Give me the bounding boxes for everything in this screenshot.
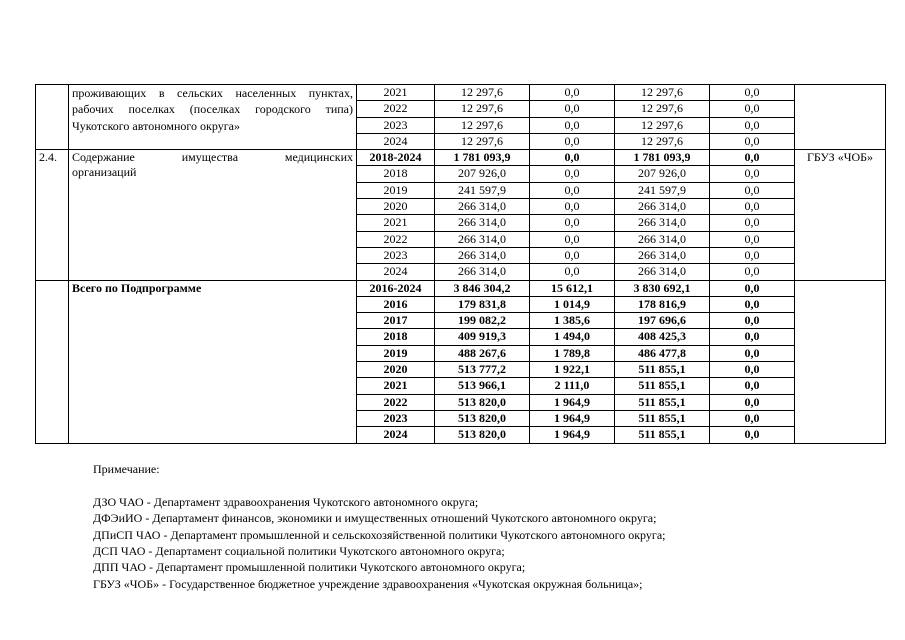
value-cell: 1 964,9 [530, 427, 615, 443]
year-cell: 2024 [357, 264, 435, 280]
value-cell: 0,0 [710, 313, 795, 329]
value-cell: 266 314,0 [615, 264, 710, 280]
description-line: организаций [72, 165, 137, 180]
table-row [36, 150, 886, 166]
total-cell: 12 297,6 [435, 101, 530, 117]
value-cell: 0,0 [530, 231, 615, 247]
row-number-cell [36, 280, 69, 443]
value-cell: 15 612,1 [530, 280, 615, 296]
value-cell: 0,0 [710, 199, 795, 215]
value-cell: 0,0 [710, 215, 795, 231]
year-cell: 2022 [357, 101, 435, 117]
value-cell: 0,0 [530, 264, 615, 280]
executor-cell [795, 85, 886, 150]
value-cell: 511 855,1 [615, 427, 710, 443]
value-cell: 266 314,0 [615, 231, 710, 247]
total-cell: 3 846 304,2 [435, 280, 530, 296]
value-cell: 0,0 [530, 85, 615, 101]
value-cell: 266 314,0 [615, 199, 710, 215]
year-cell: 2022 [357, 231, 435, 247]
description-cell [69, 85, 357, 150]
year-cell: 2018-2024 [357, 150, 435, 166]
total-cell: 513 820,0 [435, 410, 530, 426]
value-cell: 1 781 093,9 [615, 150, 710, 166]
value-cell: 0,0 [530, 247, 615, 263]
year-cell: 2020 [357, 199, 435, 215]
value-cell: 1 494,0 [530, 329, 615, 345]
total-cell: 207 926,0 [435, 166, 530, 182]
value-cell: 0,0 [710, 410, 795, 426]
total-cell: 513 966,1 [435, 378, 530, 394]
total-cell: 12 297,6 [435, 133, 530, 149]
value-cell: 241 597,9 [615, 182, 710, 198]
total-cell: 199 082,2 [435, 313, 530, 329]
value-cell: 12 297,6 [615, 133, 710, 149]
total-cell: 266 314,0 [435, 215, 530, 231]
value-cell: 0,0 [530, 101, 615, 117]
value-cell: 511 855,1 [615, 362, 710, 378]
year-cell: 2024 [357, 133, 435, 149]
value-cell: 1 922,1 [530, 362, 615, 378]
year-cell: 2023 [357, 117, 435, 133]
notes-section [93, 461, 665, 592]
year-cell: 2020 [357, 362, 435, 378]
note-line: ДПиСП ЧАО - Департамент промышленной и сельскохозяйственной политики Чукотского автономного округа; [93, 527, 666, 542]
value-cell: 0,0 [710, 264, 795, 280]
year-cell: 2023 [357, 410, 435, 426]
year-cell: 2021 [357, 378, 435, 394]
value-cell: 0,0 [710, 166, 795, 182]
value-cell: 0,0 [710, 101, 795, 117]
value-cell: 0,0 [530, 199, 615, 215]
total-cell: 513 820,0 [435, 427, 530, 443]
value-cell: 0,0 [530, 215, 615, 231]
executor-cell [795, 280, 886, 443]
description-line: проживающих в сельских населенных пунктах, [72, 86, 353, 100]
year-cell: 2021 [357, 85, 435, 101]
value-cell: 0,0 [710, 117, 795, 133]
total-cell: 266 314,0 [435, 231, 530, 247]
executor-cell: ГБУЗ «ЧОБ» [795, 150, 886, 280]
total-cell: 12 297,6 [435, 85, 530, 101]
value-cell: 207 926,0 [615, 166, 710, 182]
value-cell: 1 964,9 [530, 410, 615, 426]
value-cell: 0,0 [710, 345, 795, 361]
value-cell: 0,0 [530, 182, 615, 198]
note-line: ДФЭиИО - Департамент финансов, экономики и имущественных отношений Чукотского автономного округа; [93, 511, 657, 526]
value-cell: 0,0 [710, 280, 795, 296]
year-cell: 2017 [357, 313, 435, 329]
value-cell: 1 964,9 [530, 394, 615, 410]
year-cell: 2016 [357, 296, 435, 312]
total-cell: 179 831,8 [435, 296, 530, 312]
note-line: ДСП ЧАО - Департамент социальной политики Чукотского автономного округа; [93, 544, 505, 559]
year-cell: 2018 [357, 329, 435, 345]
value-cell: 178 816,9 [615, 296, 710, 312]
year-cell: 2024 [357, 427, 435, 443]
value-cell: 0,0 [710, 378, 795, 394]
total-cell: 266 314,0 [435, 199, 530, 215]
total-cell: 409 919,3 [435, 329, 530, 345]
value-cell: 12 297,6 [615, 117, 710, 133]
value-cell: 0,0 [710, 133, 795, 149]
value-cell: 0,0 [710, 296, 795, 312]
table-body [36, 85, 886, 444]
value-cell: 0,0 [530, 117, 615, 133]
value-cell: 0,0 [530, 166, 615, 182]
total-cell: 1 781 093,9 [435, 150, 530, 166]
total-cell: 488 267,6 [435, 345, 530, 361]
value-cell: 0,0 [710, 150, 795, 166]
total-cell: 513 777,2 [435, 362, 530, 378]
year-cell: 2019 [357, 345, 435, 361]
total-cell: 266 314,0 [435, 247, 530, 263]
description-line: Чукотского автономного округа» [72, 118, 240, 133]
value-cell: 0,0 [530, 133, 615, 149]
budget-table [35, 84, 886, 444]
value-cell: 3 830 692,1 [615, 280, 710, 296]
note-line: ДПП ЧАО - Департамент промышленной политики Чукотского автономного округа; [93, 560, 526, 575]
year-cell: 2016-2024 [357, 280, 435, 296]
value-cell: 266 314,0 [615, 247, 710, 263]
table-row [36, 280, 886, 296]
value-cell: 0,0 [710, 329, 795, 345]
value-cell: 0,0 [530, 150, 615, 166]
description-cell [69, 150, 357, 280]
description-line: рабочих поселках (поселках городского типа) [72, 102, 353, 117]
value-cell: 486 477,8 [615, 345, 710, 361]
value-cell: 1 789,8 [530, 345, 615, 361]
description-line: Содержание имущества медицинских [72, 150, 353, 165]
value-cell: 197 696,6 [615, 313, 710, 329]
value-cell: 12 297,6 [615, 85, 710, 101]
total-cell: 12 297,6 [435, 117, 530, 133]
value-cell: 0,0 [710, 247, 795, 263]
value-cell: 0,0 [710, 182, 795, 198]
total-cell: 266 314,0 [435, 264, 530, 280]
year-cell: 2019 [357, 182, 435, 198]
value-cell: 0,0 [710, 427, 795, 443]
year-cell: 2023 [357, 247, 435, 263]
value-cell: 511 855,1 [615, 394, 710, 410]
total-cell: 513 820,0 [435, 394, 530, 410]
value-cell: 266 314,0 [615, 215, 710, 231]
total-cell: 241 597,9 [435, 182, 530, 198]
value-cell: 0,0 [710, 231, 795, 247]
value-cell: 0,0 [710, 85, 795, 101]
value-cell: 0,0 [710, 362, 795, 378]
value-cell: 0,0 [710, 394, 795, 410]
value-cell: 1 385,6 [530, 313, 615, 329]
year-cell: 2018 [357, 166, 435, 182]
notes-heading: Примечание: [93, 462, 160, 476]
year-cell: 2022 [357, 394, 435, 410]
table-row [36, 85, 886, 101]
value-cell: 511 855,1 [615, 410, 710, 426]
value-cell: 1 014,9 [530, 296, 615, 312]
total-label-cell: Всего по Подпрограмме [69, 280, 357, 443]
year-cell: 2021 [357, 215, 435, 231]
value-cell: 408 425,3 [615, 329, 710, 345]
row-number-cell: 2.4. [36, 150, 69, 280]
value-cell: 2 111,0 [530, 378, 615, 394]
note-line: ГБУЗ «ЧОБ» - Государственное бюджетное учреждение здравоохранения «Чукотская окружная больница»; [93, 576, 643, 591]
note-line: ДЗО ЧАО - Департамент здравоохранения Чукотского автономного округа; [93, 494, 479, 509]
value-cell: 12 297,6 [615, 101, 710, 117]
row-number-cell [36, 85, 69, 150]
value-cell: 511 855,1 [615, 378, 710, 394]
